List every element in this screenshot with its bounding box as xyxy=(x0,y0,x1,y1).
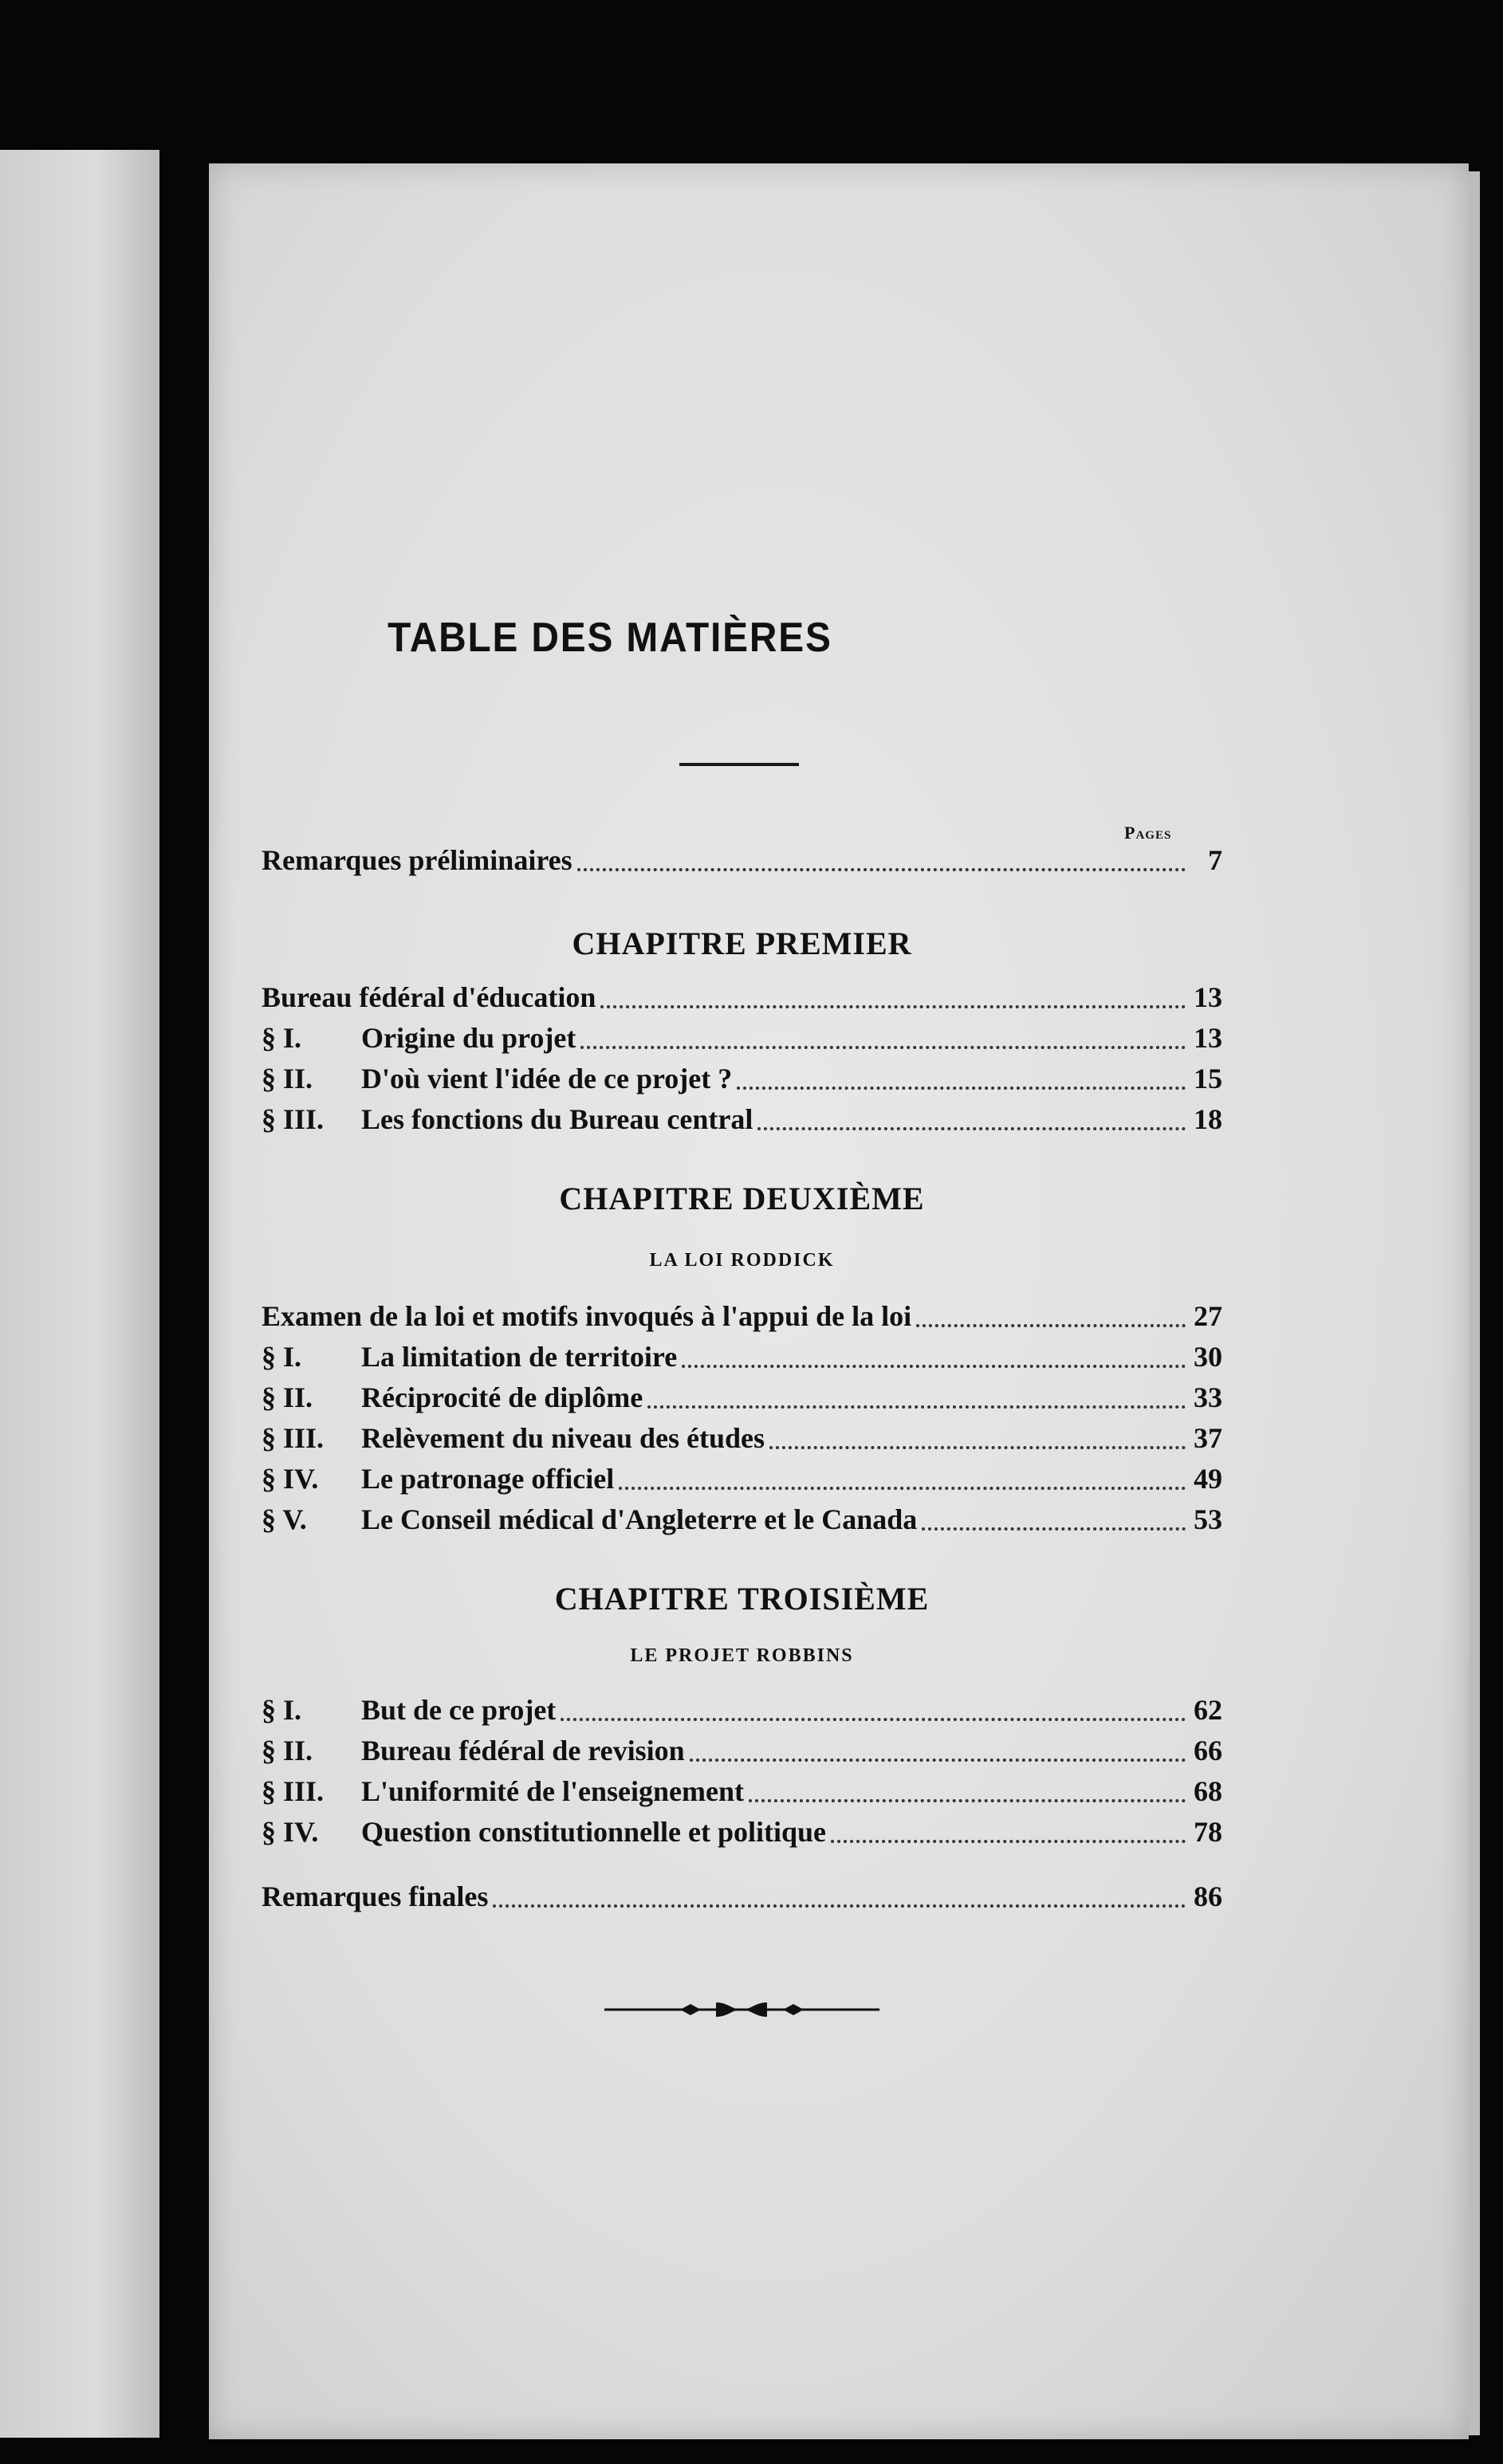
section-number: § III. xyxy=(262,1103,325,1135)
toc-entry xyxy=(262,1693,1222,1728)
facing-page-edge xyxy=(0,150,159,2438)
ornament-divider-icon xyxy=(604,1996,879,2023)
dot-leader xyxy=(493,1904,1186,1908)
section-number: § I. xyxy=(262,1694,302,1726)
toc-entry-page: 30 xyxy=(1194,1341,1222,1373)
section-number: § V. xyxy=(262,1503,307,1535)
toc-entry xyxy=(262,1062,1222,1097)
toc-entry xyxy=(262,1462,1222,1497)
toc-entry xyxy=(262,1774,1222,1810)
section-number: § IV. xyxy=(262,1816,319,1848)
toc-entry-label: Remarques finales xyxy=(262,1880,489,1912)
dot-leader xyxy=(749,1799,1186,1802)
toc-entry xyxy=(262,1421,1222,1456)
pages-column-label: Pages xyxy=(1124,823,1172,843)
toc-entry-page: 62 xyxy=(1194,1694,1222,1726)
toc-entry-label: L'uniformité de l'enseignement xyxy=(361,1775,744,1807)
toc-entry xyxy=(262,1102,1222,1138)
toc-entry xyxy=(262,1815,1222,1850)
toc-entry-label: Remarques préliminaires xyxy=(262,844,572,876)
toc-entry-label: D'où vient l'idée de ce projet ? xyxy=(361,1063,733,1094)
chapter-subheading-3: LE PROJET ROBBINS xyxy=(630,1645,854,1666)
toc-entry-page: 86 xyxy=(1194,1880,1222,1912)
section-number: § II. xyxy=(262,1063,313,1094)
toc-entry-label: Examen de la loi et motifs invoqués à l'appui de la loi xyxy=(262,1300,912,1332)
toc-entry xyxy=(262,1734,1222,1769)
dot-leader xyxy=(831,1840,1186,1843)
toc-entry-label: Le patronage officiel xyxy=(361,1463,615,1495)
toc-entry-page: 13 xyxy=(1194,981,1222,1013)
chapter-heading-3: CHAPITRE TROISIÈME xyxy=(554,1581,930,1617)
toc-entry-page: 78 xyxy=(1194,1816,1222,1848)
section-number: § IV. xyxy=(262,1463,319,1495)
toc-entry-preface xyxy=(262,843,1222,878)
toc-entry-page: 13 xyxy=(1194,1022,1222,1054)
toc-entry-page: 18 xyxy=(1194,1103,1222,1135)
dot-leader xyxy=(757,1127,1186,1130)
section-number: § I. xyxy=(262,1341,302,1373)
toc-entry-page: 53 xyxy=(1194,1503,1222,1535)
chapter-heading-1: CHAPITRE PREMIER xyxy=(572,925,912,961)
toc-entry-page: 15 xyxy=(1194,1063,1222,1094)
toc-entry-page: 49 xyxy=(1194,1463,1222,1495)
dot-leader xyxy=(690,1759,1186,1762)
section-number: § III. xyxy=(262,1775,325,1807)
section-number: § III. xyxy=(262,1422,325,1454)
section-number: § I. xyxy=(262,1022,302,1054)
section-number: § II. xyxy=(262,1381,313,1413)
toc-entry xyxy=(262,1299,1222,1334)
toc-entry xyxy=(262,1503,1222,1538)
dot-leader xyxy=(737,1087,1186,1090)
toc-entry-label: Le Conseil médical d'Angleterre et le Canada xyxy=(361,1503,918,1535)
toc-entry-page: 7 xyxy=(1208,844,1222,876)
toc-entry-label: Relèvement du niveau des études xyxy=(361,1422,765,1454)
title-rule xyxy=(679,763,799,766)
chapter-subheading-2: LA LOI RODDICK xyxy=(649,1250,835,1271)
toc-entry xyxy=(262,1340,1222,1375)
dot-leader xyxy=(769,1446,1186,1449)
toc-entry-label: Bureau fédéral de revision xyxy=(361,1735,685,1766)
toc-entry-page: 33 xyxy=(1194,1381,1222,1413)
dot-leader xyxy=(619,1487,1186,1490)
toc-entry-label: But de ce projet xyxy=(361,1694,557,1726)
toc-entry-label: La limitation de territoire xyxy=(361,1341,678,1373)
dot-leader xyxy=(916,1324,1186,1327)
dot-leader xyxy=(647,1405,1186,1409)
toc-entry-page: 68 xyxy=(1194,1775,1222,1807)
dot-leader xyxy=(580,1046,1186,1049)
toc-entry xyxy=(262,980,1222,1016)
toc-entry xyxy=(262,1381,1222,1416)
dot-leader xyxy=(561,1718,1186,1721)
toc-entry-closing xyxy=(262,1880,1222,1915)
toc-entry-label: Les fonctions du Bureau central xyxy=(361,1103,753,1135)
dot-leader xyxy=(682,1365,1186,1368)
toc-entry-page: 37 xyxy=(1194,1422,1222,1454)
toc-entry xyxy=(262,1021,1222,1056)
dot-leader xyxy=(577,868,1186,871)
toc-entry-page: 66 xyxy=(1194,1735,1222,1766)
dot-leader xyxy=(600,1005,1186,1008)
dot-leader xyxy=(922,1527,1186,1531)
toc-entry-label: Bureau fédéral d'éducation xyxy=(262,981,596,1013)
page-title: TABLE DES MATIÈRES xyxy=(388,615,832,661)
page-fore-edge xyxy=(1469,171,1480,2435)
toc-entry-label: Origine du projet xyxy=(361,1022,576,1054)
chapter-heading-2: CHAPITRE DEUXIÈME xyxy=(559,1181,925,1216)
toc-entry-page: 27 xyxy=(1194,1300,1222,1332)
toc-entry-label: Question constitutionnelle et politique xyxy=(361,1816,827,1848)
toc-entry-label: Réciprocité de diplôme xyxy=(361,1381,643,1413)
section-number: § II. xyxy=(262,1735,313,1766)
